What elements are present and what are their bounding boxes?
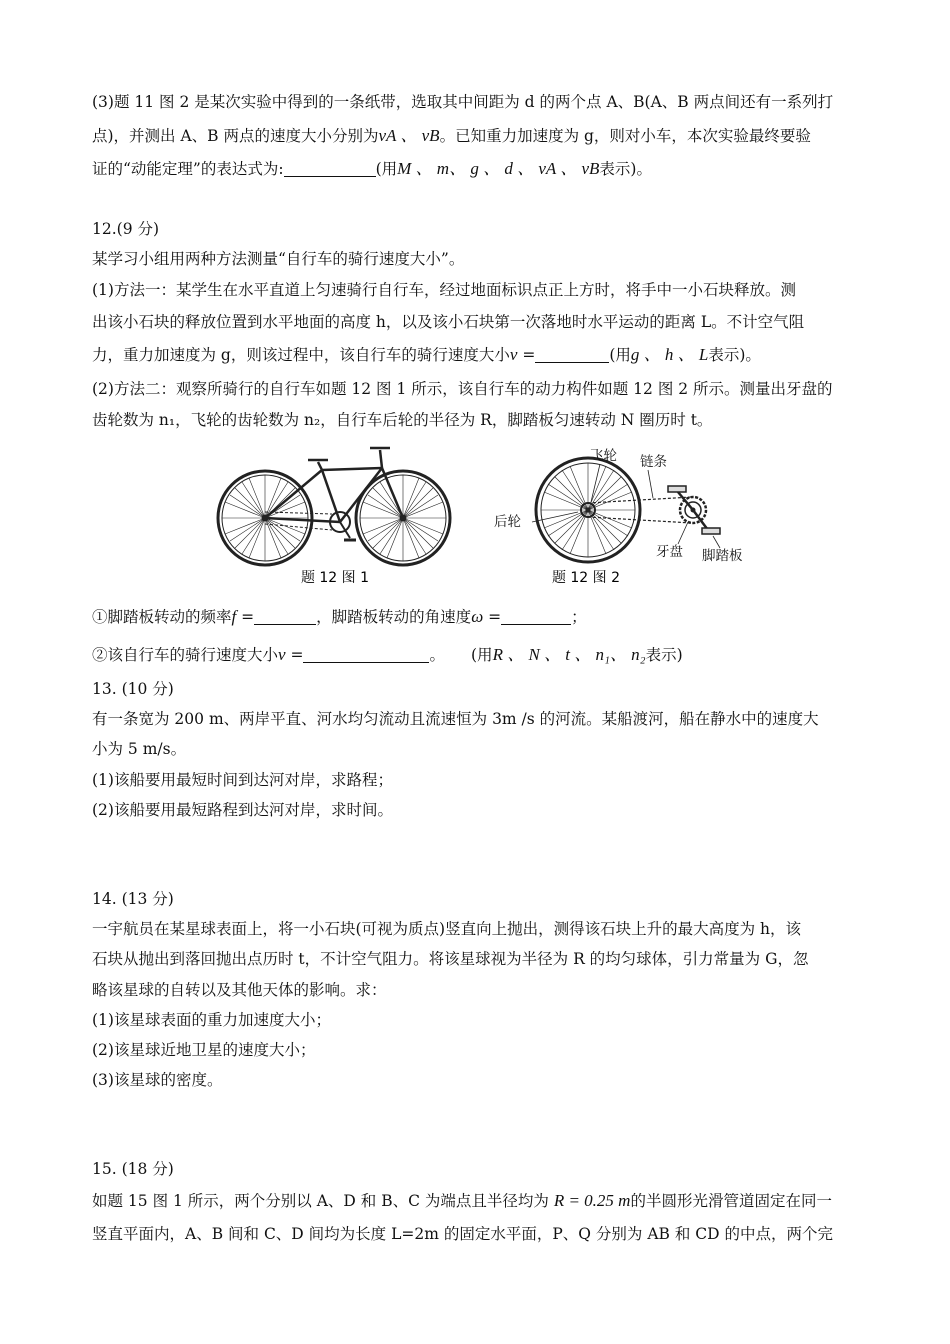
q14-line1: 一宇航员在某星球表面上，将一小石块(可视为质点)竖直向上抛出，测得该石块上升的最大高度为 h，该 [92, 920, 802, 938]
math-vars: g 、 h 、 L [630, 345, 709, 364]
math-radius: R = 0.25 m [553, 1191, 631, 1210]
q12-sub2: ②该自行车的骑行速度大小v = 。 (用R 、 N 、 t 、 n₁、 n₂表示) [92, 645, 683, 664]
q13-part1: (1)该船要用最短时间到达河对岸，求路程； [92, 771, 393, 789]
math-vars: R 、 N 、 t 、 n₁、 n₂ [492, 645, 646, 664]
q12-intro: 某学习小组用两种方法测量“自行车的骑行速度大小”。 [92, 250, 465, 268]
q15-heading: 15. (18 分) [92, 1160, 174, 1178]
label-pedal: 脚踏板 [702, 548, 743, 564]
q13-part2: (2)该船要用最短路程到达河对岸，求时间。 [92, 801, 393, 819]
math-va-vb: vA 、 vB [378, 126, 440, 145]
label-flywheel: 飞轮 [590, 448, 617, 464]
q14-line3: 略该星球的自转以及其他天体的影响。求： [92, 981, 387, 999]
q15-line2: 竖直平面内，A、B 间和 C、D 间均为长度 L=2m 的固定水平面，P、Q 分别为 AB 和 CD 的中点，两个完 [92, 1225, 833, 1243]
q12-heading: 12.(9 分) [92, 220, 160, 238]
q14-part1: (1)该星球表面的重力加速度大小； [92, 1011, 331, 1029]
answer-blank[interactable] [284, 160, 376, 177]
q13-heading: 13. (10 分) [92, 680, 174, 698]
chainring-gear [668, 486, 720, 534]
fig1-caption: 题 12 图 1 [300, 570, 370, 586]
q13-line2: 小为 5 m/s。 [92, 740, 187, 758]
bicycle-figure [210, 440, 460, 590]
q12-sub1: ①脚踏板转动的频率f = ，脚踏板转动的角速度ω = ； [92, 607, 587, 626]
drivetrain-figure [488, 440, 788, 590]
q12-m1-line1: (1)方法一：某学生在水平直道上匀速骑行自行车，经过地面标识点正上方时，将手中一小石块释放。测 [92, 281, 796, 299]
q12-m2-line2: 齿轮数为 n₁，飞轮的齿轮数为 n₂，自行车后轮的半径为 R，脚踏板匀速转动 N 圈历时 t。 [92, 411, 713, 429]
q12-m1-line2: 出该小石块的释放位置到水平地面的高度 h，以及该小石块第一次落地时水平运动的距离 L。不计空气阻 [92, 313, 805, 331]
label-chainring: 牙盘 [656, 544, 683, 560]
answer-blank[interactable] [303, 646, 429, 663]
q12-m1-line3: 力，重力加速度为 g，则该过程中，该自行车的骑行速度大小v = (用g 、 h 、 L表示)。 [92, 345, 761, 364]
q14-part3: (3)该星球的密度。 [92, 1071, 223, 1089]
answer-blank[interactable] [535, 346, 609, 363]
q15-line1: 如题 15 图 1 所示，两个分别以 A、D 和 B、C 为端点且半径均为 R = 0.25 m的半圆形光滑管道固定在同一 [92, 1191, 832, 1210]
fig2-caption: 题 12 图 2 [551, 570, 621, 586]
q11-3-line1: (3)题 11 图 2 是某次实验中得到的一条纸带，选取其中间距为 d 的两个点 A、B(A、B 两点间还有一系列打 [92, 93, 834, 111]
label-rear-wheel: 后轮 [494, 514, 521, 530]
math-vars: M 、 m、 g 、 d 、 vA 、 vB [397, 159, 600, 178]
q14-heading: 14. (13 分) [92, 890, 174, 908]
frame [265, 448, 403, 522]
q12-m2-line1: (2)方法二：观察所骑行的自行车如题 12 图 1 所示，该自行车的动力构件如题 12 图 2 所示。测量出牙盘的 [92, 380, 833, 398]
q13-line1: 有一条宽为 200 m、两岸平直、河水均匀流动且流速恒为 3m /s 的河流。某船渡河，船在静水中的速度大 [92, 710, 819, 728]
q11-3-line2: 点)，并测出 A、B 两点的速度大小分别为vA 、 vB。已知重力加速度为 g，则对小车，本次实验最终要验 [92, 126, 811, 145]
q11-3-line3: 证的“动能定理”的表达式为: (用M 、 m、 g 、 d 、 vA 、 vB表示)。 [92, 159, 652, 178]
q14-line2: 石块从抛出到落回抛出点历时 t，不计空气阻力。将该星球视为半径为 R 的均匀球体，引力常量为 G，忽 [92, 950, 809, 968]
label-chain: 链条 [640, 454, 667, 470]
answer-blank[interactable] [501, 608, 571, 625]
answer-blank[interactable] [254, 608, 316, 625]
rear-wheel-large [536, 458, 640, 562]
q14-part2: (2)该星球近地卫星的速度大小； [92, 1041, 316, 1059]
